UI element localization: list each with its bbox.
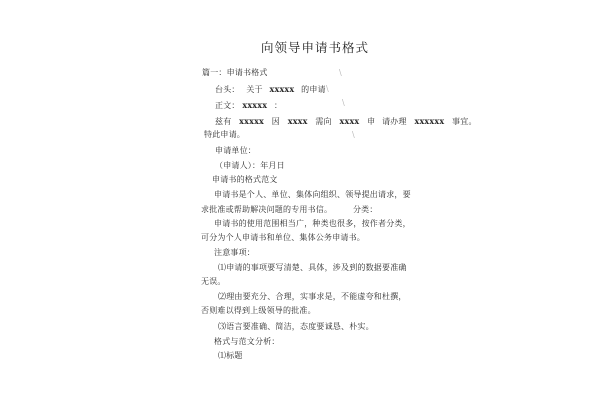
body-placeholder-1: xxxxx [239, 116, 265, 126]
notes-heading: 注意事项： [214, 248, 255, 257]
header-label: 台头： [215, 85, 240, 94]
body-line-label [215, 100, 282, 111]
stray-mark: \ [326, 84, 329, 93]
note3-line1: ⑶语言要准确、简洁，态度要诚恳、朴实。 [218, 322, 374, 331]
unit-label: 申请单位： [215, 146, 256, 155]
para1-line2-text: 求批准或帮助解决问题的专用书信。 [201, 205, 333, 214]
section-label: 篇一：申请书格式 [202, 68, 268, 77]
body-placeholder-4: xxxxxx [414, 116, 445, 126]
para1-tail: 分类： [352, 205, 378, 214]
note2-line2: 否则难以得到上级领导的批准。 [201, 306, 316, 315]
note2-line1: ⑵理由要充分、合理，实事求是，不能虚夸和杜撰， [218, 292, 407, 301]
note1-line2: 无误。 [201, 277, 226, 286]
stray-mark: \ [352, 130, 355, 139]
para2-line2: 可分为个人申请书和单位、集体公务申请书。 [201, 233, 365, 242]
body-text-2: 因 [271, 117, 280, 126]
para2-line1: 申请书的使用范围相当广，种类也很多，按作者分类， [214, 219, 411, 228]
body-text-5: 请办理 [382, 117, 407, 126]
stray-mark: \ [342, 98, 345, 107]
body-text-1: 兹有 [215, 117, 232, 126]
para1-line1: 申请书是个人、单位、集体向组织、领导提出请求，要 [214, 190, 411, 199]
sample-heading: 申请书的格式范文 [212, 175, 278, 184]
body-text-6: 事宜。 [452, 117, 477, 126]
document-title: 向领导申请书格式 [261, 40, 370, 55]
stray-mark: \ [339, 68, 342, 77]
item1-heading: ⑴标题 [218, 351, 243, 360]
analysis-heading: 格式与范文分析： [214, 337, 280, 346]
body-placeholder-3: xxxx [339, 116, 360, 126]
body-placeholder-2: xxxx [287, 116, 308, 126]
body-text-line [215, 116, 477, 127]
body-colon: ： [273, 101, 283, 110]
closing-line: 特此申请。 [204, 130, 245, 139]
header-prefix: 关于 [246, 85, 263, 94]
header-line [215, 84, 326, 95]
person-label: （申请人）：年月日 [215, 161, 285, 170]
header-suffix: 的申请 [301, 85, 326, 94]
body-text-3: 需向 [315, 117, 332, 126]
header-placeholder: xxxxx [269, 84, 295, 94]
body-text-4: 申 [367, 117, 376, 126]
body-placeholder: xxxxx [242, 100, 268, 110]
body-label: 正文： [215, 101, 240, 110]
note1-line1: ⑴申请的事项要写清楚、具体，涉及到的数据要准确 [218, 263, 407, 272]
para1-line2 [201, 205, 378, 215]
